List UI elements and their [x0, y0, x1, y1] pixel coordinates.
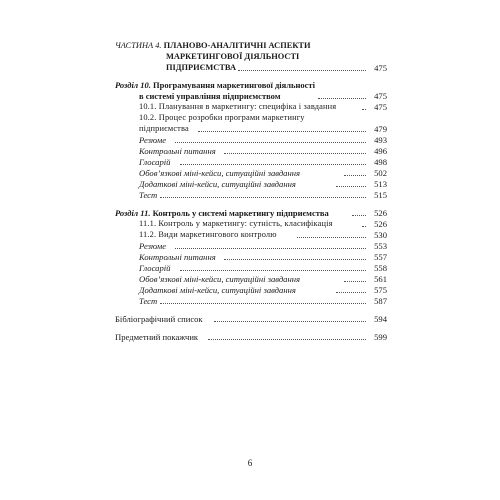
page-number: 526	[374, 208, 387, 218]
toc-bibliography	[0, 313, 500, 325]
page-number: 493	[374, 135, 387, 145]
page-number: 553	[374, 241, 387, 251]
leader-dots	[160, 303, 366, 304]
page-number: 561	[374, 274, 387, 284]
toc-entry-text: Резюме	[139, 241, 167, 251]
leader-dots	[175, 142, 366, 143]
toc-entry-text: Предметний покажчик	[115, 332, 199, 342]
toc-entry-text: 10.1. Планування в маркетингу: специфіка і завдання	[139, 102, 337, 111]
toc-entry-text: Тест	[139, 190, 158, 200]
leader-dots	[175, 248, 366, 249]
section-11-label: Розділ 11.	[115, 208, 151, 218]
toc-entry-text: Контрольні питання	[139, 146, 216, 156]
leader-dots	[180, 164, 366, 165]
page-number: 526	[374, 219, 387, 229]
leader-dots	[344, 281, 366, 282]
section-10-label: Розділ 10.	[115, 80, 151, 90]
leader-dots	[208, 339, 366, 340]
page-number: 557	[374, 252, 387, 262]
page-number: 479	[374, 124, 387, 134]
leader-dots	[214, 321, 366, 322]
page-number: 515	[374, 190, 387, 200]
section-10-title-line-2: в системі управління підприємством	[139, 91, 281, 101]
toc-entry-text: Резюме	[139, 135, 167, 145]
page-folio-number: 6	[247, 458, 253, 468]
part-title-line-2: МАРКЕТИНГОВОЇ ДІЯЛЬНОСТІ	[166, 52, 300, 61]
toc-entry-text: Контрольні питання	[139, 252, 216, 262]
leader-dots	[362, 226, 366, 227]
toc-entry-text: Глосарій	[139, 157, 171, 167]
toc-entry	[0, 295, 500, 307]
toc-entry-text: Додаткові міні-кейси, ситуаційні завдання	[139, 179, 296, 189]
page-number: 496	[374, 146, 387, 156]
part-label: ЧАСТИНА 4.	[115, 41, 162, 50]
leader-dots	[238, 70, 366, 71]
toc-entry-text: Бібліографічний список	[115, 314, 203, 324]
toc-entry	[0, 189, 500, 201]
toc-entry-text: 11.1. Контроль у маркетингу: сутність, класифікація	[139, 219, 333, 228]
leader-dots	[352, 215, 366, 216]
page-number: 475	[374, 102, 387, 112]
toc-entry-text-continued: підприємства	[139, 124, 189, 133]
page-number: 502	[374, 168, 387, 178]
toc-entry-text: 10.2. Процес розробки програми маркетингу	[139, 113, 305, 122]
leader-dots	[362, 109, 366, 110]
toc-entry-text: Тест	[139, 296, 158, 306]
leader-dots	[318, 98, 366, 99]
page-number: 498	[374, 157, 387, 167]
toc-entry-text: Обов’язкові міні-кейси, ситуаційні завдання	[139, 168, 300, 178]
page-number: 475	[374, 91, 387, 101]
section-10-title-line-1: Програмування маркетингової діяльності	[153, 80, 315, 90]
leader-dots	[344, 175, 366, 176]
toc-part-heading-line-3	[0, 62, 500, 74]
toc-entry-text: 11.2. Види маркетингового контролю	[139, 230, 277, 239]
leader-dots	[224, 259, 366, 260]
section-11-title: Контроль у системі маркетингу підприємства	[152, 208, 329, 218]
toc-entry-text: Глосарій	[139, 263, 171, 273]
page-number: 558	[374, 263, 387, 273]
leader-dots	[297, 237, 366, 238]
part-title-line-3: ПІДПРИЄМСТВА	[166, 63, 237, 72]
page-number: 475	[374, 63, 387, 73]
page-number: 575	[374, 285, 387, 295]
toc-entry-text: Обов’язкові міні-кейси, ситуаційні завдання	[139, 274, 300, 284]
part-title-line-1: ПЛАНОВО-АНАЛІТИЧНІ АСПЕКТИ	[163, 41, 311, 50]
toc-entry-text: Додаткові міні-кейси, ситуаційні завдання	[139, 285, 296, 295]
leader-dots	[336, 292, 366, 293]
page-number: 594	[374, 314, 387, 324]
toc-subject-index	[0, 331, 500, 343]
page-number: 513	[374, 179, 387, 189]
leader-dots	[198, 131, 366, 132]
leader-dots	[180, 270, 366, 271]
leader-dots	[224, 153, 366, 154]
page-number: 599	[374, 332, 387, 342]
page-number: 530	[374, 230, 387, 240]
leader-dots	[336, 186, 366, 187]
leader-dots	[160, 197, 366, 198]
page-number: 587	[374, 296, 387, 306]
